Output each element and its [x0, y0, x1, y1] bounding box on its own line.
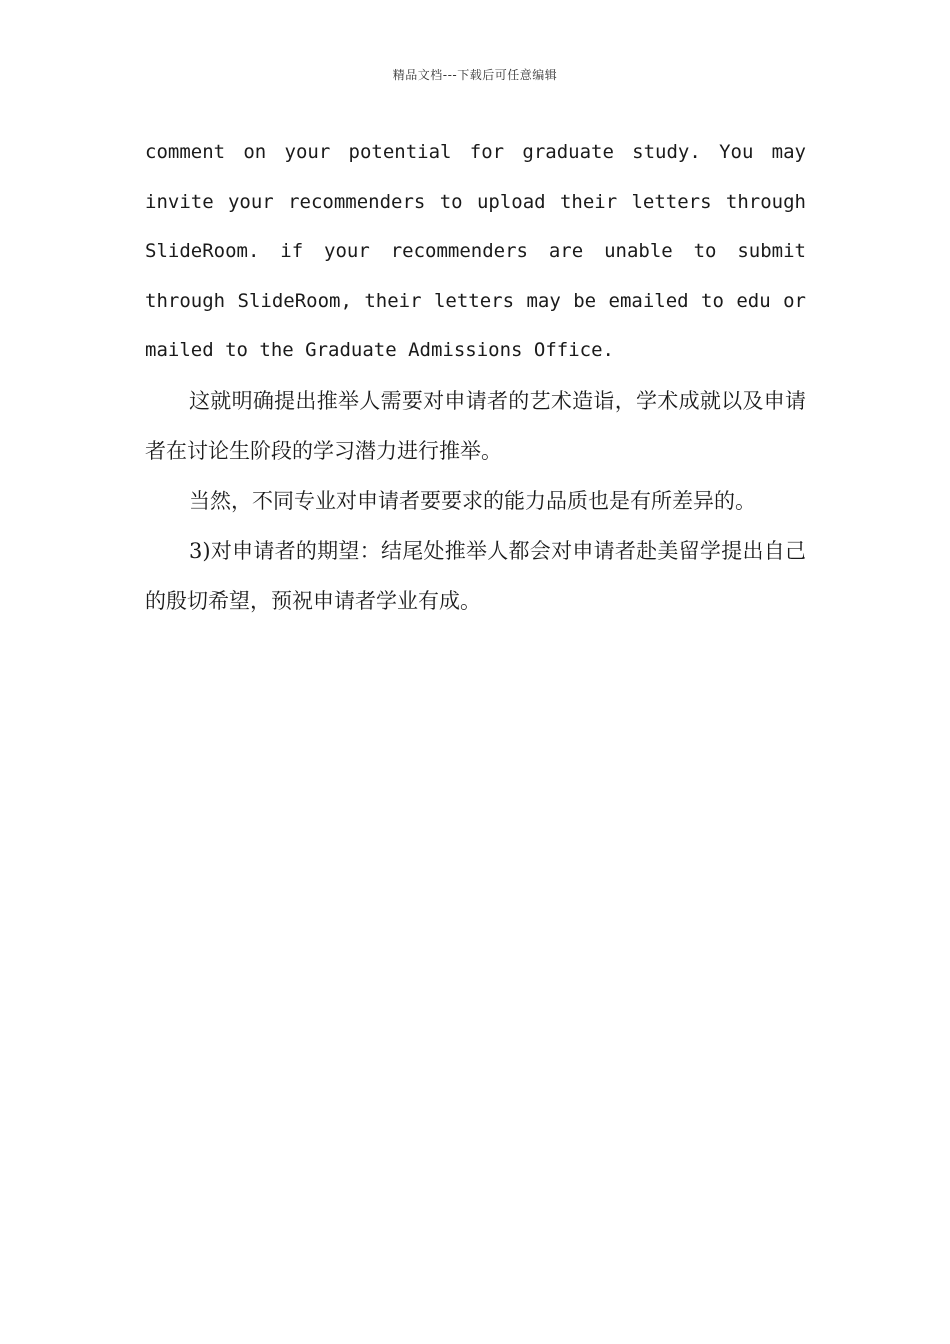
paragraph-major-differences: 当然，不同专业对申请者要要求的能力品质也是有所差异的。 — [189, 488, 756, 513]
paragraph-expectations: 3)对申请者的期望：结尾处推举人都会对申请者赴美留学提出自己的殷切希望，预祝申请者学业有成。 — [145, 538, 806, 613]
page-header: 精品文档---下载后可任意编辑 — [392, 68, 558, 82]
paragraph-recommendation-scope: 这就明确提出推举人需要对申请者的艺术造诣，学术成就以及申请者在讨论生阶段的学习潜力进行推举。 — [145, 388, 806, 463]
document-body — [145, 128, 806, 626]
english-paragraph: comment on your potential for graduate study. You may invite your recommenders to upload their letters through SlideRoom. if your recommenders are unable to submit through SlideRoom, their letters may be emailed to edu or mailed to the Graduate Admissions Office. — [145, 141, 806, 362]
